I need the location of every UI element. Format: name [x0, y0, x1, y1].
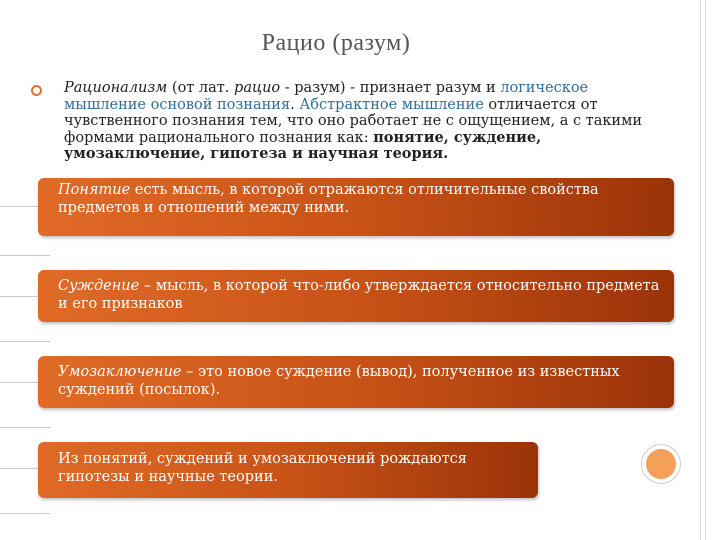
intro-highlight-abstract: Абстрактное мышление	[299, 96, 484, 113]
definition-term: Понятие	[58, 182, 131, 198]
orange-circle-decoration	[646, 449, 676, 479]
definition-text	[58, 277, 664, 313]
intro-highlight-logical: логическое мышление основой познания	[64, 80, 589, 113]
page-title: Рацио (разум)	[261, 30, 411, 56]
definition-term: Суждение	[58, 278, 140, 294]
intro-text-4: отличается от чувственного познания тем, что оно работает не с ощущением, а с такими формами рационального познания как:	[64, 96, 643, 146]
orange-ring-bullet-icon	[30, 84, 43, 97]
definition-box-inference	[38, 356, 674, 408]
definition-body: – это новое суждение (вывод), полученное из известных суждений (посылок).	[58, 364, 620, 398]
intro-text-1: (от лат.	[167, 80, 235, 96]
conclusion-box	[38, 442, 538, 498]
intro-text-3: .	[290, 96, 300, 113]
conclusion-text	[58, 450, 528, 486]
definition-body: – мысль, в которой что-либо утверждается относительно предмета и его признаков	[58, 278, 660, 312]
definition-text	[58, 363, 664, 399]
definition-text	[58, 181, 664, 217]
slide-border-right	[700, 0, 701, 540]
intro-forms-list: понятие, суждение, умозаключение, гипотеза и научная теория.	[64, 128, 542, 162]
definition-body: есть мысль, в которой отражаются отличительные свойства предметов и отношений между ними.	[58, 182, 599, 216]
definition-box-concept	[38, 178, 674, 236]
intro-text-2: - разум) - признает разум и	[280, 80, 501, 96]
slide-border-right-inner	[705, 0, 706, 540]
definition-box-judgment	[38, 270, 674, 322]
intro-term-ratio: рацио	[234, 80, 281, 96]
intro-term-rationalism: Рационализм	[64, 80, 168, 96]
definition-term: Умозаключение	[58, 364, 182, 380]
intro-paragraph	[64, 80, 672, 163]
conclusion-body: Из понятий, суждений и умозаключений рождаются гипотезы и научные теории.	[58, 451, 467, 485]
